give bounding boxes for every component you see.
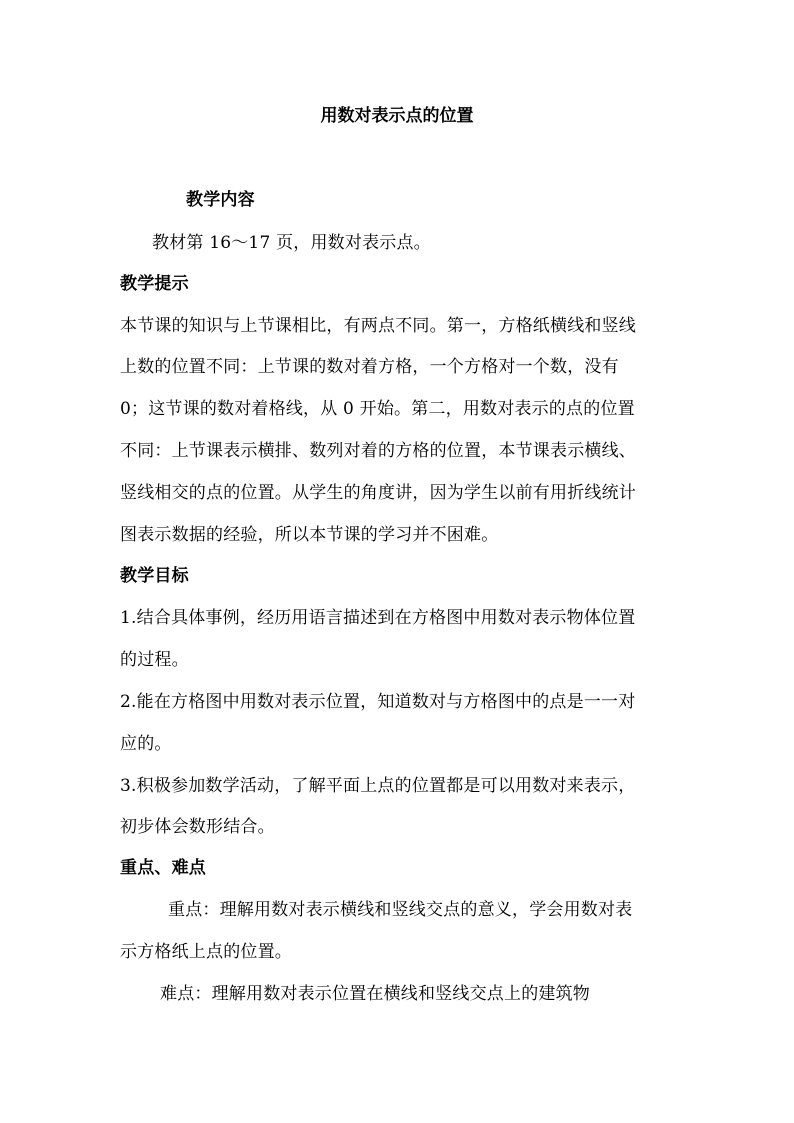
goal-line: 3.积极参加数学活动，了解平面上点的位置都是可以用数对来表示， [120, 776, 636, 796]
hint-line: 本节课的知识与上节课相比，有两点不同。第一，方格纸横线和竖线 [120, 316, 636, 336]
content-text: 教材第 16～17 页，用数对表示点。 [152, 233, 431, 253]
hint-line: 图表示数据的经验，所以本节课的学习并不困难。 [120, 525, 499, 545]
focus-line: 示方格纸上点的位置。 [120, 942, 292, 962]
goal-line: 2.能在方格图中用数对表示位置，知道数对与方格图中的点是一一对 [120, 692, 636, 712]
goal-line: 的过程。 [120, 650, 189, 670]
hint-line: 上数的位置不同：上节课的数对着方格，一个方格对一个数，没有 [120, 357, 619, 377]
goal-line: 初步体会数形结合。 [120, 817, 275, 837]
goal-line: 1.结合具体事例，经历用语言描述到在方格图中用数对表示物体位置 [120, 608, 636, 628]
focus-line: 重点：理解用数对表示横线和竖线交点的意义，学会用数对表 [168, 900, 633, 920]
section-heading-focus: 重点、难点 [120, 858, 206, 878]
difficulty-line: 难点：理解用数对表示位置在横线和竖线交点上的建筑物 [160, 984, 590, 1004]
section-heading-content: 教学内容 [186, 190, 255, 210]
document-title: 用数对表示点的位置 [320, 106, 474, 126]
goal-line: 应的。 [120, 734, 172, 754]
hint-line: 不同：上节课表示横排、数列对着的方格的位置，本节课表示横线、 [120, 441, 636, 461]
hint-line: 竖线相交的点的位置。从学生的角度讲，因为学生以前有用折线统计 [120, 483, 636, 503]
section-heading-goals: 教学目标 [120, 566, 189, 586]
section-heading-hint: 教学提示 [120, 274, 189, 294]
hint-line: 0；这节课的数对着格线，从 0 开始。第二，用数对表示的点的位置 [120, 399, 635, 419]
